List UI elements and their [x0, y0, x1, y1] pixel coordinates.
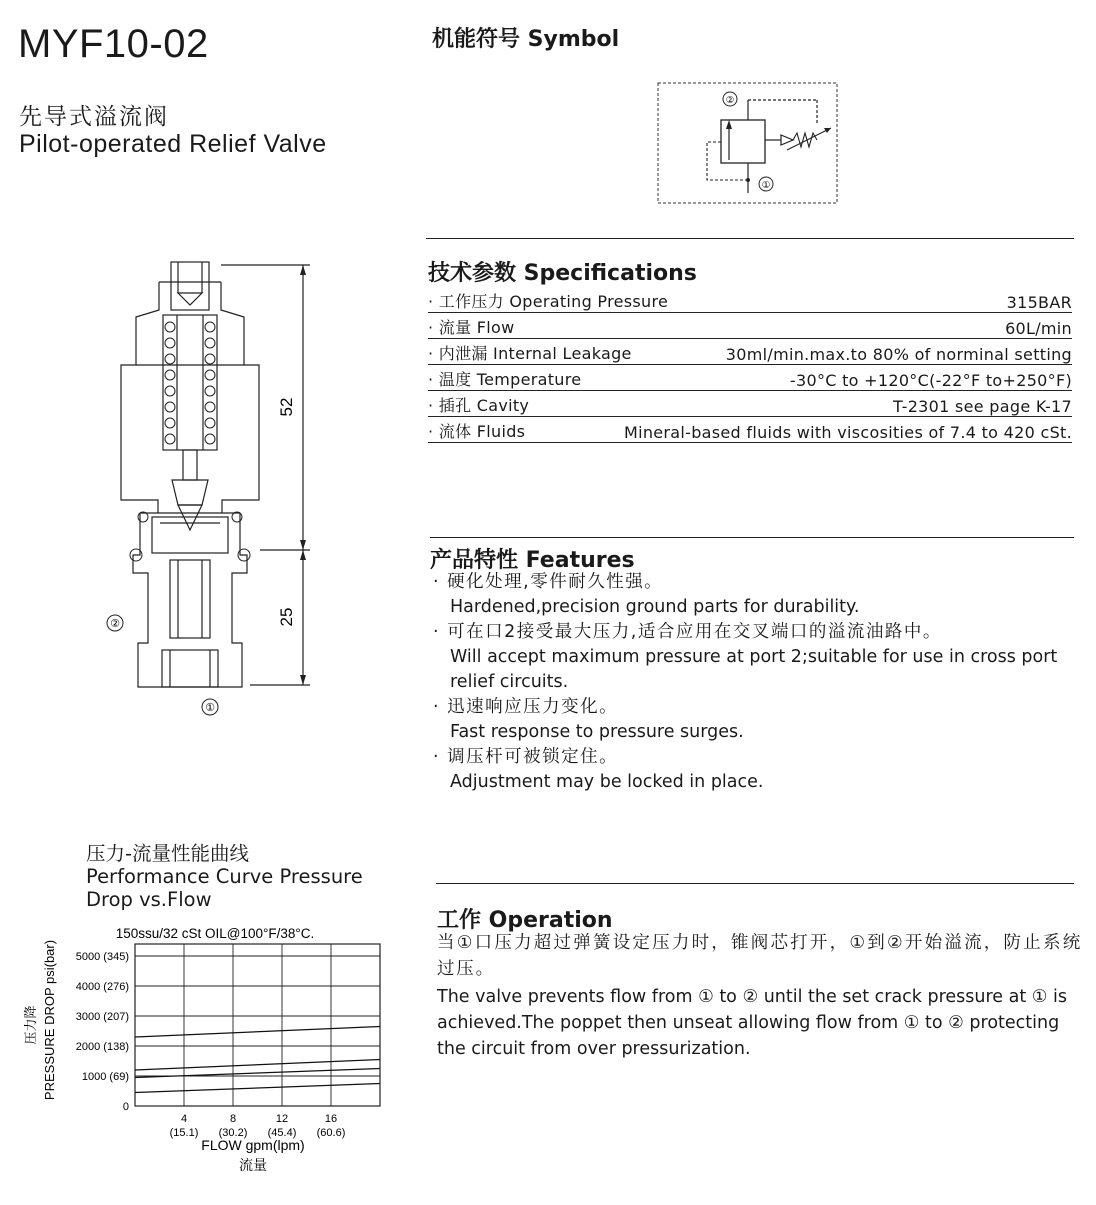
spec-label: · 工作压力 Operating Pressure	[428, 292, 669, 311]
feature-item-en: Adjustment may be locked in place.	[450, 772, 764, 792]
specifications-rule	[426, 238, 1074, 239]
plot-area	[135, 944, 380, 1106]
hydraulic-symbol-diagram	[655, 80, 840, 206]
feature-item-en: Hardened,precision ground parts for durability.	[450, 597, 860, 617]
operation-text-cn: 当①口压力超过弹簧设定压力时，锥阀芯打开，①到②开始溢流，防止系统过压。	[437, 933, 1082, 979]
dimension-lower: 25	[277, 607, 296, 627]
feature-item-cn: · 可在口2接受最大压力,适合应用在交叉端口的溢流油路中。	[433, 622, 942, 642]
spec-value: Mineral-based fluids with viscosities of 7.4 to 420 cSt.	[623, 423, 1072, 442]
series-line-setting-2	[135, 1060, 380, 1071]
spec-row-fluids	[428, 417, 1072, 443]
symbol-port-2-label: ②	[725, 95, 735, 106]
feature-item-en: Fast response to pressure surges.	[450, 722, 744, 742]
y-tick-label: 0	[122, 1101, 129, 1113]
x-axis-ticks	[170, 1113, 346, 1139]
performance-curve-title	[86, 842, 363, 911]
spec-label: · 内泄漏 Internal Leakage	[428, 344, 632, 363]
features-rule	[430, 537, 1074, 538]
operation-description	[437, 930, 1082, 1062]
x-tick-label: 4	[180, 1113, 188, 1125]
x-tick-label: 12	[275, 1113, 289, 1125]
x-tick-sublabel: (30.2)	[218, 1127, 248, 1139]
spec-row-pressure	[428, 287, 1072, 313]
x-axis-label-en: FLOW gpm(lpm)	[201, 1137, 305, 1153]
y-tick-label: 4000 (276)	[75, 981, 129, 993]
x-tick-sublabel: (60.6)	[316, 1127, 346, 1139]
model-number: MYF10-02	[18, 22, 209, 66]
dimension-upper: 52	[277, 397, 296, 417]
chart-gridlines	[135, 944, 380, 1106]
y-axis-ticks	[76, 951, 129, 1113]
y-tick-label: 5000 (345)	[75, 951, 129, 963]
chart-condition-label: 150ssu/32 cSt OIL@100°F/38°C.	[115, 926, 315, 941]
series-line-setting-1	[135, 1027, 380, 1038]
product-title-en: Pilot-operated Relief Valve	[19, 130, 327, 158]
curve-title-en-2: Drop vs.Flow	[86, 888, 212, 911]
features-list	[433, 570, 1093, 795]
operation-text-en: The valve prevents flow from ① to ② until the set crack pressure at ① is achieved.The poppet then unseat allowing flow from ① to ② protecting the circuit from over pressurization.	[437, 987, 1068, 1059]
performance-curve-chart	[15, 920, 415, 1180]
specifications-table	[428, 287, 1072, 443]
specifications-heading: 技术参数 Specifications	[428, 261, 697, 286]
operation-heading: 工作 Operation	[437, 908, 613, 933]
spec-row-cavity	[428, 391, 1072, 417]
feature-item-cn: · 硬化处理,零件耐久性强。	[433, 572, 664, 592]
spec-label: · 流量 Flow	[428, 318, 515, 337]
spec-label: · 流体 Fluids	[428, 422, 526, 441]
x-axis-label-cn: 流量	[239, 1157, 267, 1173]
x-tick-label: 16	[324, 1113, 338, 1125]
product-title-cn: 先导式溢流阀	[19, 104, 169, 130]
curve-title-en-1: Performance Curve Pressure	[86, 865, 363, 888]
spec-label: · 插孔 Cavity	[428, 396, 530, 415]
spec-row-leakage	[428, 339, 1072, 365]
y-tick-label: 2000 (138)	[75, 1041, 129, 1053]
chart-series	[135, 1027, 380, 1093]
feature-item-cn: · 迅速响应压力变化。	[433, 697, 619, 717]
feature-item-en: Will accept maximum pressure at port 2;suitable for use in cross port relief circuits.	[450, 647, 1058, 692]
symbol-heading: 机能符号 Symbol	[432, 27, 620, 52]
drawing-port-1-label: ①	[205, 702, 215, 714]
spec-value: 315BAR	[1006, 293, 1072, 312]
features-heading: 产品特性 Features	[430, 548, 635, 573]
y-tick-label: 1000 (69)	[81, 1071, 129, 1083]
spec-label: · 温度 Temperature	[428, 370, 582, 389]
spec-value: 30ml/min.max.to 80% of norminal setting	[725, 345, 1072, 364]
x-tick-sublabel: (45.4)	[267, 1127, 297, 1139]
spec-value: T-2301 see page K-17	[893, 397, 1072, 416]
x-tick-label: 8	[229, 1113, 237, 1125]
spec-value: 60L/min	[1005, 319, 1072, 338]
y-axis-label-en: PRESSURE DROP psi(bar)	[42, 939, 57, 1101]
spec-value: -30°C to +120°C(-22°F to+250°F)	[789, 371, 1072, 390]
drawing-port-2-label: ②	[110, 618, 120, 630]
curve-title-cn: 压力-流量性能曲线	[86, 842, 250, 865]
spec-row-temperature	[428, 365, 1072, 391]
y-tick-label: 3000 (207)	[75, 1011, 129, 1023]
valve-cross-section-drawing	[100, 255, 325, 720]
series-line-setting-4	[135, 1084, 380, 1093]
y-axis-label-cn: 压力降	[23, 1005, 38, 1045]
feature-item-cn: · 调压杆可被锁定住。	[433, 747, 619, 767]
x-tick-sublabel: (15.1)	[169, 1127, 199, 1139]
operation-rule	[436, 883, 1074, 884]
symbol-port-1-label: ①	[761, 180, 771, 191]
spec-row-flow	[428, 313, 1072, 339]
